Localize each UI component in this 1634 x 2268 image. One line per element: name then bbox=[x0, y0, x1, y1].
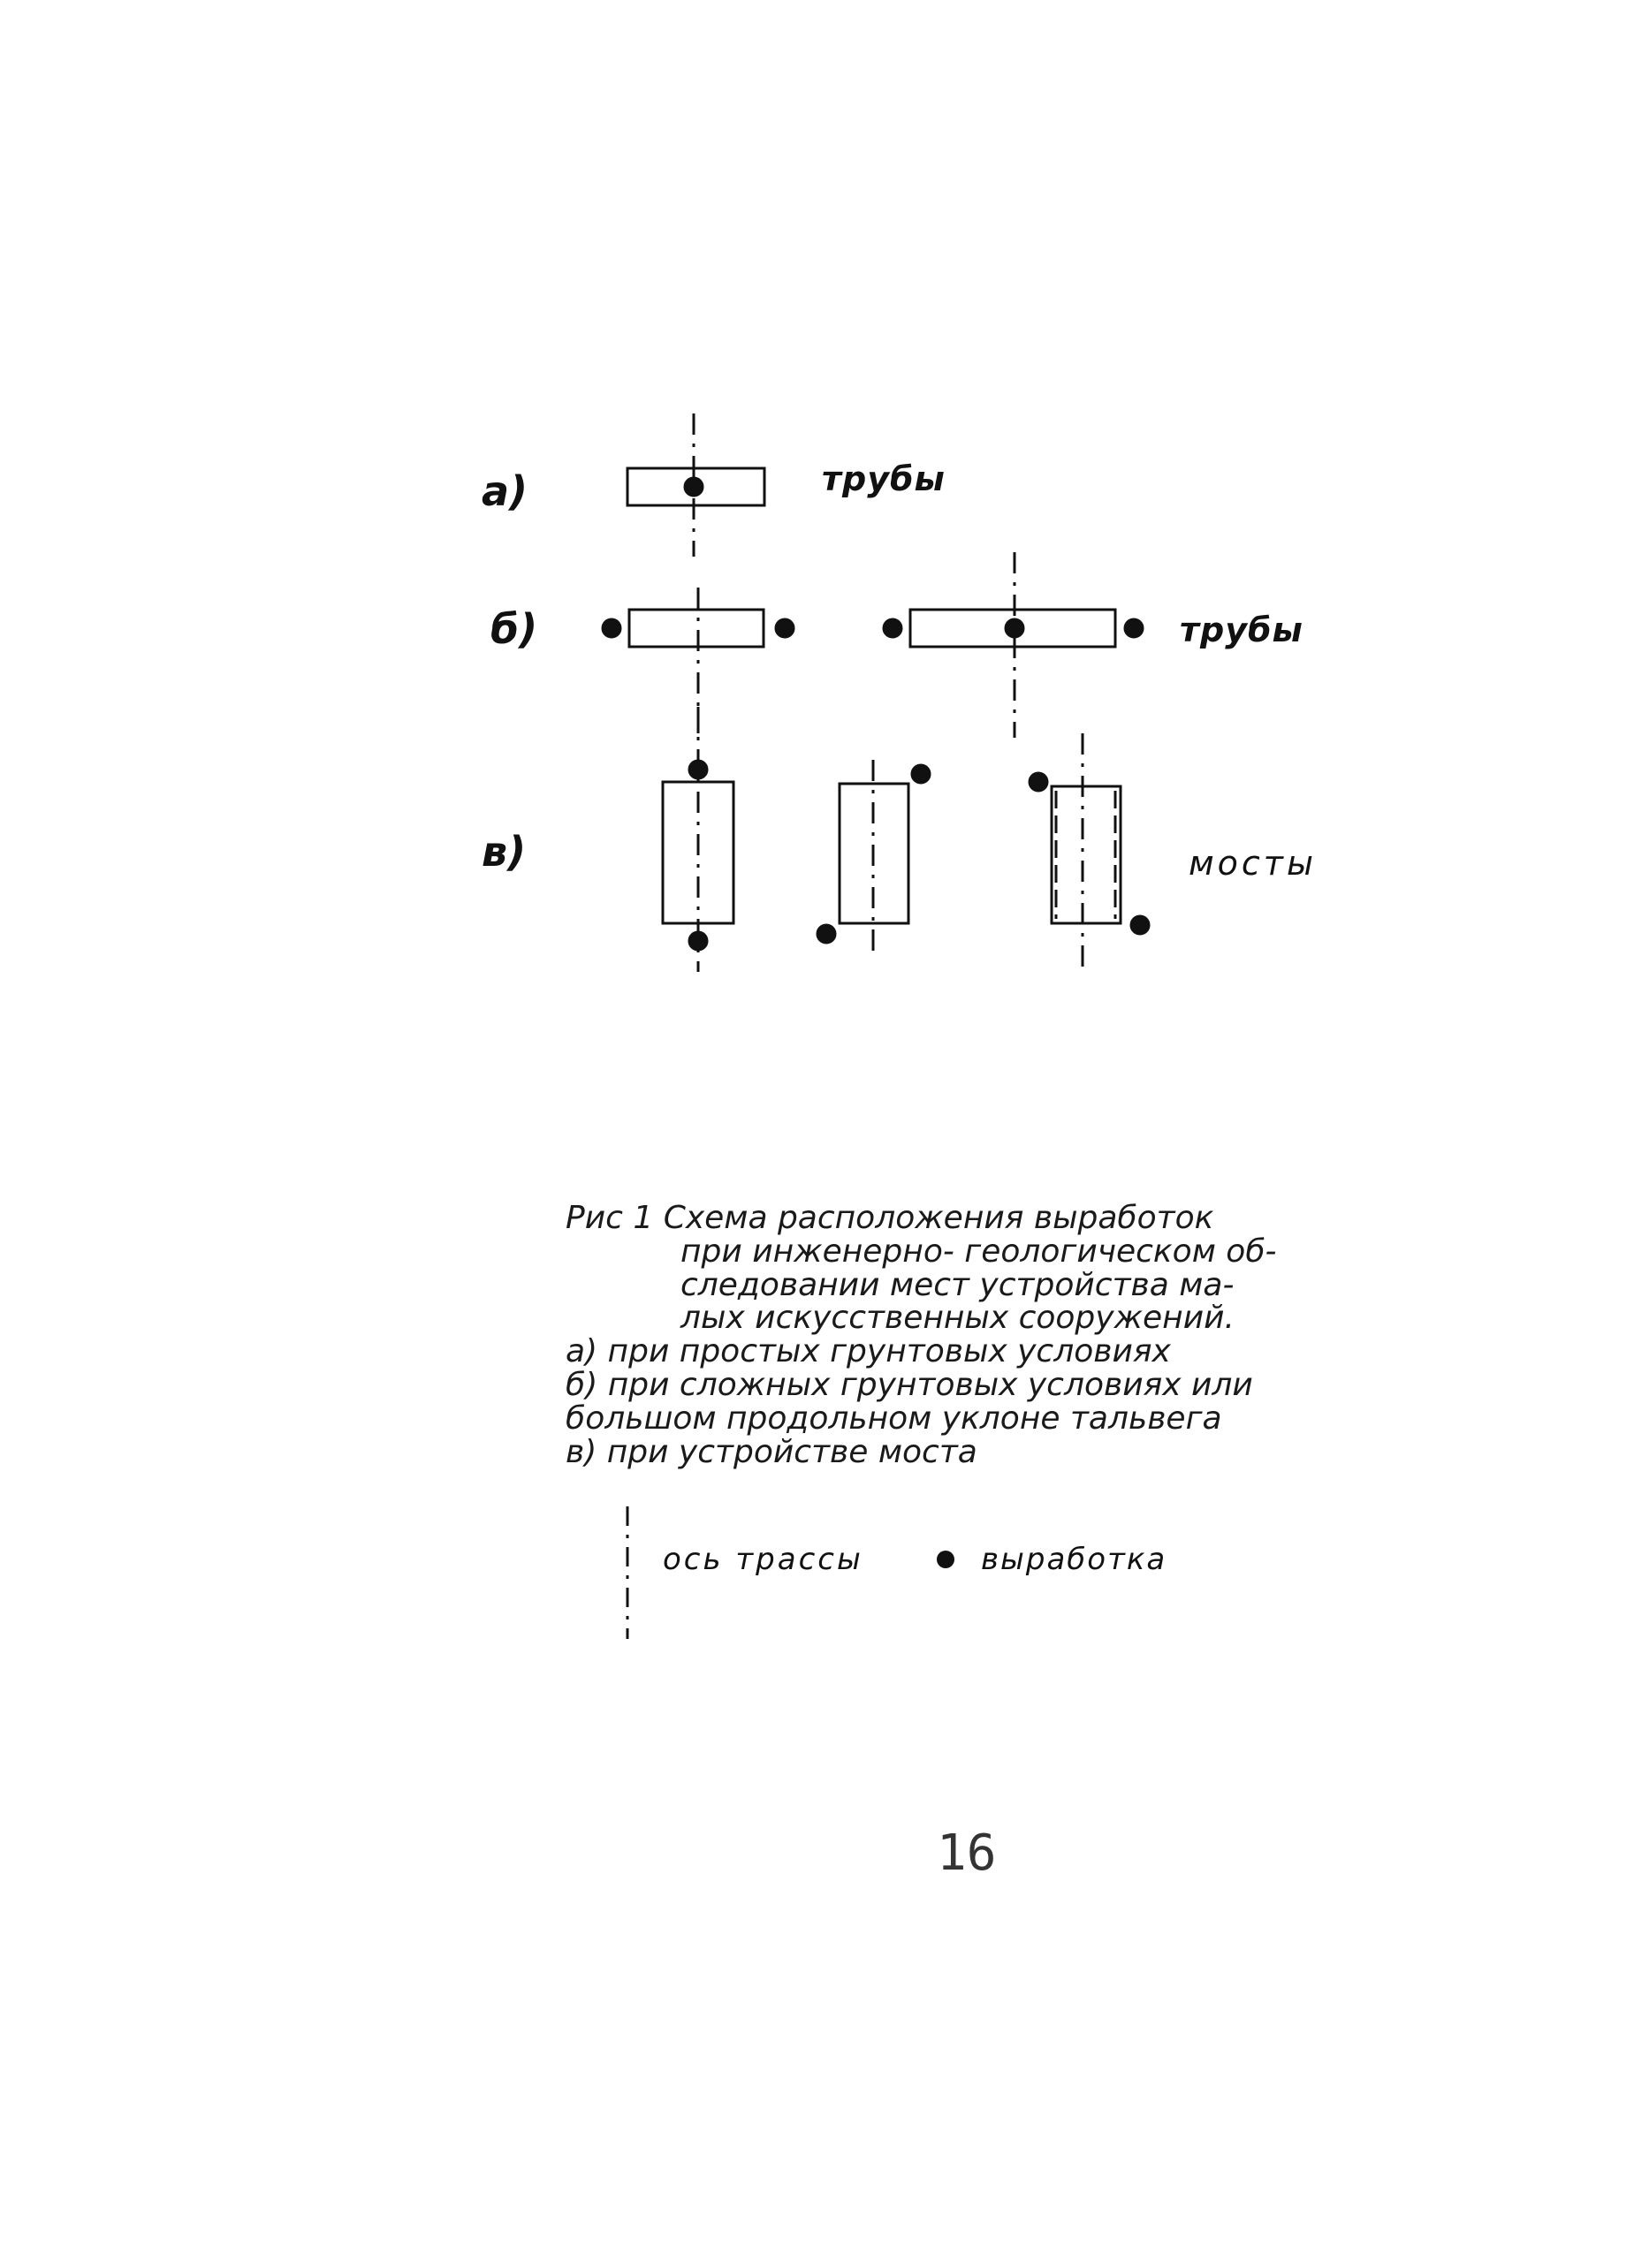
route-axis-legend-icon bbox=[619, 1506, 636, 1639]
caption-line: при инженерно- геологическом об- bbox=[680, 1233, 1277, 1270]
row-v-bridge-3 bbox=[1030, 733, 1149, 972]
caption-line: большом продольном уклоне тальвега bbox=[566, 1399, 1222, 1437]
legend bbox=[619, 1542, 1290, 1621]
row-b-label: б) bbox=[490, 605, 538, 653]
row-a-type-label: трубы bbox=[822, 459, 946, 498]
row-b-culvert-2 bbox=[884, 552, 1143, 738]
pit-dot bbox=[603, 619, 620, 637]
caption-line: следовании мест устройства ма- bbox=[680, 1266, 1235, 1303]
row-a-label: а) bbox=[482, 467, 528, 515]
pit-dot bbox=[685, 478, 703, 496]
bridge-rect bbox=[1052, 786, 1121, 923]
row-v-bridge-1 bbox=[663, 707, 733, 972]
pit-dot bbox=[817, 925, 835, 943]
pit-legend-icon bbox=[937, 1551, 954, 1568]
caption-line: а) при простых грунтовых условиях bbox=[566, 1333, 1171, 1370]
pit-dot bbox=[689, 932, 707, 950]
row-v-bridge-2 bbox=[817, 760, 930, 954]
row-v-type-label: мосты bbox=[1189, 844, 1317, 883]
legend-pit-label: выработка bbox=[981, 1542, 1167, 1577]
caption-line: лых искусственных сооружений. bbox=[680, 1300, 1235, 1337]
culvert-rect bbox=[629, 610, 764, 647]
pit-dot bbox=[1030, 773, 1047, 791]
caption-line: в) при устройстве моста bbox=[566, 1433, 977, 1470]
pit-dot bbox=[912, 765, 930, 783]
row-a-culvert bbox=[627, 413, 764, 557]
row-b-type-label: трубы bbox=[1180, 611, 1303, 649]
pit-dot bbox=[1006, 619, 1023, 637]
row-v-label: в) bbox=[482, 828, 527, 876]
pit-dot bbox=[689, 761, 707, 778]
pit-dot bbox=[1131, 916, 1149, 934]
pit-dot bbox=[776, 619, 794, 637]
caption-line: Рис 1 Схема расположения выработок bbox=[566, 1200, 1214, 1236]
legend-axis-label: ось трассы bbox=[663, 1542, 863, 1577]
figure-caption bbox=[566, 1202, 1343, 1468]
page-number: 16 bbox=[937, 1824, 997, 1882]
pit-dot bbox=[1125, 619, 1143, 637]
caption-line: б) при сложных грунтовых условиях или bbox=[566, 1366, 1253, 1403]
pit-dot bbox=[884, 619, 901, 637]
